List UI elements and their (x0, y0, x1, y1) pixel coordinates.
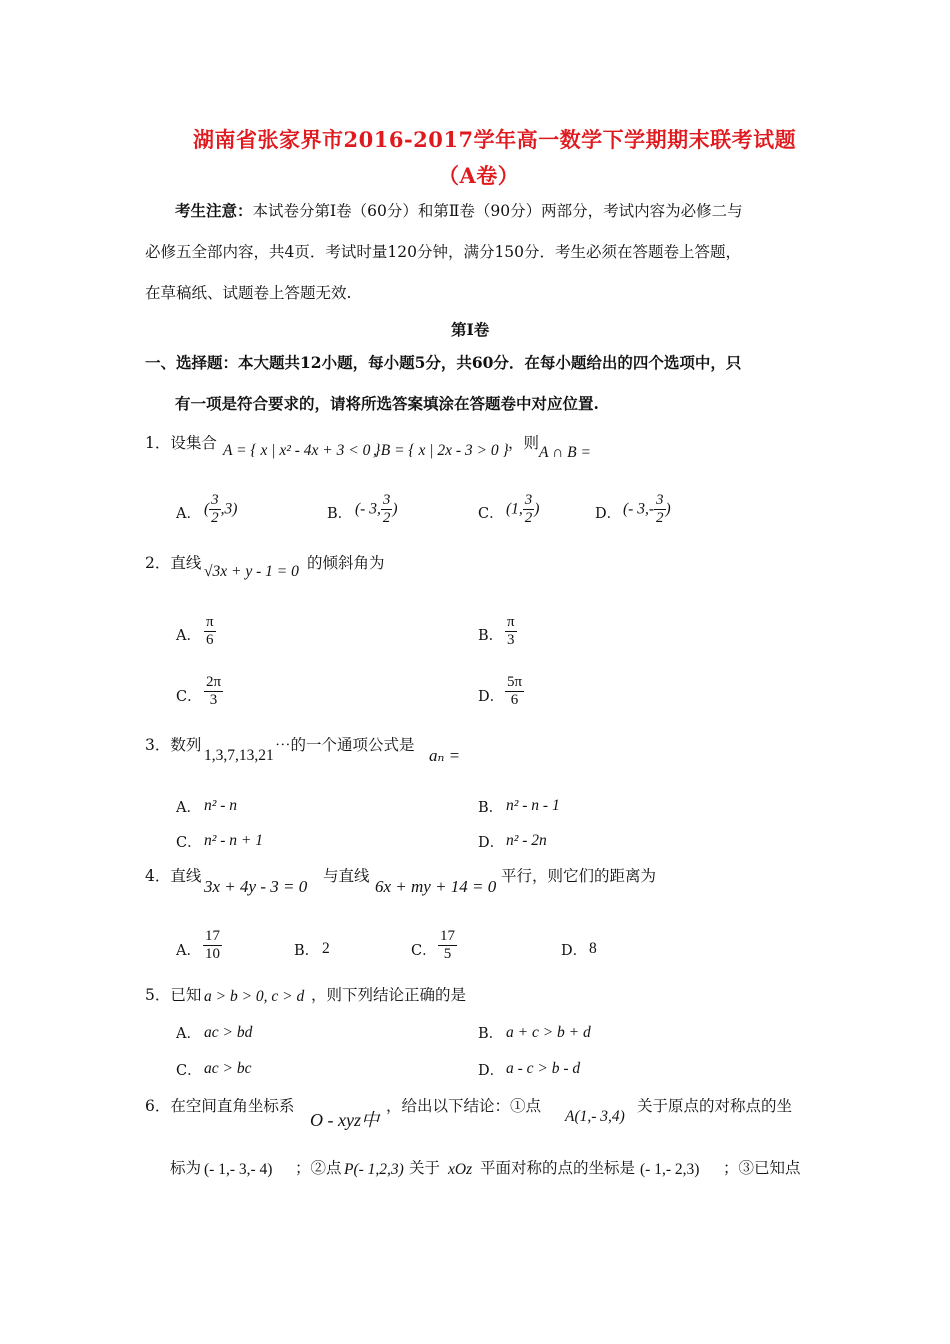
q4-option-a-letter: A． (176, 943, 201, 959)
q2-option-b: $\frac{\pi}{3}$ (507, 614, 515, 649)
q5-option-b-letter: B． (478, 1026, 504, 1042)
q5-option-a-letter: A． (176, 1026, 201, 1042)
q4-line-a: 3x + 4y - 3 = 0 (204, 877, 308, 896)
q3-tail: ⋯的一个通项公式是 (275, 736, 415, 754)
q5-option-b: a + c > b + d (506, 1024, 591, 1041)
q2-option-a-letter: A． (176, 628, 201, 644)
q2-option-b-letter: B． (478, 628, 504, 644)
notice-line1 (175, 202, 743, 221)
q6-mid: ，给出以下结论：①点 (386, 1097, 542, 1115)
q6-plane: xOz (448, 1161, 473, 1178)
q5-tail: ，则下列结论正确的是 (311, 986, 467, 1004)
q4-mid: 与直线 (323, 867, 370, 885)
q1-option-b: (- 3, $\frac{3}{2}$ ) (355, 492, 398, 527)
q1-option-d: (- 3,- $\frac{3}{2}$ ) (623, 492, 671, 527)
q5-option-d-letter: D． (478, 1063, 505, 1079)
q6-line2-c: 关于 (409, 1159, 441, 1177)
q4-option-c: $\frac{17}{5}$ (440, 928, 455, 963)
q1-option-d-letter: D． (595, 506, 622, 522)
q4-tail: 平行，则它们的距离为 (501, 867, 657, 885)
q2-prefix: 2．直线 (145, 554, 202, 572)
q1-option-c: (1, $\frac{3}{2}$ ) (506, 492, 540, 527)
notice-text1: 本试卷分第Ⅰ卷（60分）和第Ⅱ卷（90分）两部分，考试内容为必修二与 (252, 202, 743, 220)
page-subtitle: （A卷） (438, 163, 520, 188)
q5-option-c-letter: C． (176, 1063, 202, 1079)
q1-option-b-letter: B． (327, 506, 353, 522)
q1-option-a-letter: A． (176, 506, 201, 522)
q1-ask: A ∩ B = (539, 444, 591, 461)
q2-option-c: $\frac{2\pi}{3}$ (206, 674, 222, 709)
notice-label: 考生注意： (175, 201, 253, 220)
q4-option-c-letter: C． (411, 943, 437, 959)
section-title: 第Ⅰ卷 (451, 320, 490, 339)
q5-option-c: ac > bc (204, 1060, 252, 1077)
q6-line2-b: ；②点 (295, 1159, 342, 1177)
part1-heading-line2: 有一项是符合要求的，请将所选答案填涂在答题卷中对应位置. (175, 394, 599, 413)
q4-option-d: 8 (589, 940, 597, 957)
q4-option-d-letter: D． (561, 943, 588, 959)
q6-coordinate-system: O - xyz中 (310, 1110, 379, 1130)
q2-option-c-letter: C． (176, 689, 202, 705)
q3-ask: aₙ = (429, 746, 461, 765)
q3-option-b-letter: B． (478, 800, 504, 816)
q1-option-a: ( $\frac{3}{2}$ ,3) (204, 492, 238, 527)
q1-setB: , B = { x | 2x - 3 > 0 } (373, 442, 509, 459)
q3-option-d: n² - 2n (506, 832, 547, 849)
notice-line3: 在草稿纸、试题卷上答题无效. (145, 284, 352, 302)
q6-point-4: (- 1,- 2,3) (640, 1161, 700, 1178)
q6-tail: 关于原点的对称点的坐 (637, 1097, 793, 1115)
q3-option-c-letter: C． (176, 835, 202, 851)
q5-option-d: a - c > b - d (506, 1060, 581, 1077)
q2-option-a: $\frac{\pi}{6}$ (206, 614, 214, 649)
q6-point-a: A(1,- 3,4) (565, 1108, 625, 1125)
q6-point-2: (- 1,- 3,- 4) (204, 1161, 273, 1178)
q4-option-a: $\frac{17}{10}$ (205, 928, 220, 963)
q5-option-a: ac > bd (204, 1024, 253, 1041)
q3-option-c: n² - n + 1 (204, 832, 264, 849)
q4-line-b: 6x + my + 14 = 0 (375, 877, 497, 896)
q3-option-b: n² - n - 1 (506, 797, 560, 814)
q6-line2-d: 平面对称的点的坐标是 (480, 1159, 636, 1177)
q2-option-d: $\frac{5\pi}{6}$ (507, 674, 523, 709)
notice-line2: 必修五全部内容，共4页．考试时量120分钟，满分150分．考生必须在答题卷上答题， (145, 243, 742, 261)
q3-option-a-letter: A． (176, 800, 201, 816)
q3-option-d-letter: D． (478, 835, 505, 851)
q6-point-p: P(- 1,2,3) (344, 1161, 404, 1178)
q6-line2-e: ；③已知点 (723, 1159, 801, 1177)
q4-option-b-letter: B． (294, 943, 320, 959)
q3-sequence: 1,3,7,13,21 (204, 747, 274, 764)
q1-option-c-letter: C． (478, 506, 504, 522)
q1-setA: A = { x | x² - 4x + 3 < 0 } (223, 442, 381, 459)
q2-tail: 的倾斜角为 (307, 554, 385, 572)
q3-prefix: 3．数列 (145, 736, 202, 754)
q5-prefix: 5．已知 (145, 986, 202, 1004)
q6-prefix: 6．在空间直角坐标系 (145, 1097, 295, 1115)
q5-condition: a > b > 0, c > d (204, 988, 305, 1005)
page-title: 湖南省张家界市2016-2017学年高一数学下学期期末联考试题 (193, 127, 797, 152)
q2-expr: √3x + y - 1 = 0 (204, 563, 299, 580)
q1-prefix: 1．设集合 (145, 434, 217, 452)
q6-line2-a: 标为 (170, 1159, 202, 1177)
q3-option-a: n² - n (204, 797, 238, 814)
q4-prefix: 4．直线 (145, 867, 202, 885)
q1-tail: ，则 (508, 434, 540, 452)
q2-option-d-letter: D． (478, 689, 505, 705)
part1-heading-line1: 一、选择题：本大题共12小题，每小题5分，共60分．在每小题给出的四个选项中，只 (145, 353, 742, 372)
q4-option-b: 2 (322, 940, 330, 957)
